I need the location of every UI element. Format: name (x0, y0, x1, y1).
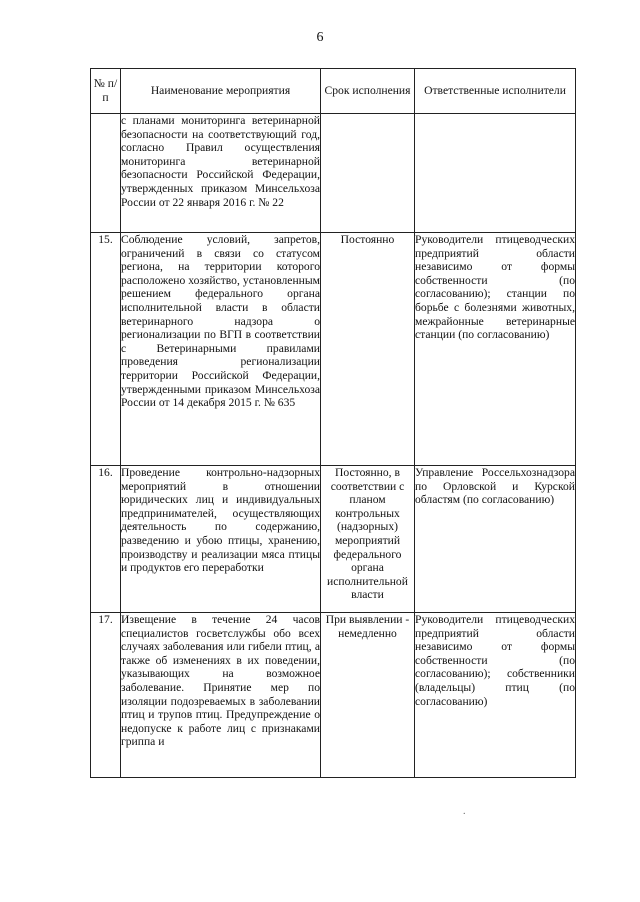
header-deadline: Срок исполнения (321, 69, 415, 114)
table-header-row (91, 69, 576, 114)
deadline-cell: При выявлении - немедленно (321, 613, 415, 778)
row-number-cell: 16. (91, 466, 121, 613)
header-responsible: Ответственные исполнители (415, 69, 576, 114)
measure-name-cell: Извещение в течение 24 часов специалистов госветслужбы обо всех случаях заболевания или гибели птиц, а также об изменениях в их поведении, указывающих на возможное заболевание. Принятие мер по изоляции подозреваемых в заболевании птиц и трупов птиц. Предупреждение о недопуске к работе лиц с признаками гриппа и (121, 613, 321, 778)
scan-dot: . (463, 806, 466, 817)
row-number-cell (91, 114, 121, 233)
row-number-cell: 15. (91, 233, 121, 466)
responsible-cell: Руководители птицеводческих предприятий области независимо от формы собственности (по согласованию); станции по борьбе с болезнями животных, межрайонные ветеринарные станции (по согласованию) (415, 233, 576, 466)
row-number-cell: 17. (91, 613, 121, 778)
measure-name-cell: Проведение контрольно-надзорных мероприятий в отношении юридических лиц и индивидуальных предпринимателей, осуществляющих деятельность по содержанию, разведению и убою птицы, хранению, производству и реализации мяса птицы и продуктов его переработки (121, 466, 321, 613)
page-number: 6 (316, 30, 324, 45)
responsible-cell: Руководители птицеводческих предприятий области независимо от формы собственности (по согласованию); собственники (владельцы) птиц (по согласованию) (415, 613, 576, 778)
deadline-cell: Постоянно (321, 233, 415, 466)
measure-name-cell: Соблюдение условий, запретов, ограничений в связи со статусом региона, на территории которого расположено хозяйство, установленным решением федерального органа исполнительной власти в области ветеринарного надзора о регионализации по ВГП в соответствии с Ветеринарными правилами проведения регионализации территории Российской Федерации, утвержденными приказом Минсельхоза России от 14 декабря 2015 г. № 635 (121, 233, 321, 466)
responsible-cell (415, 114, 576, 233)
table-row-continuation (91, 114, 576, 233)
table-row (91, 466, 576, 613)
table-row (91, 613, 576, 778)
responsible-cell: Управление Россельхознадзора по Орловской и Курской областям (по согласованию) (415, 466, 576, 613)
deadline-cell: Постоянно, в соответствии с планом контрольных (надзорных) мероприятий федерального органа исполнительной власти (321, 466, 415, 613)
measure-name-cell: с планами мониторинга ветеринарной безопасности на соответствующий год, согласно Правил осуществления мониторинга ветеринарной безопасности Российской Федерации, утвержденных приказом Минсельхоза России от 22 января 2016 г. № 22 (121, 114, 321, 233)
table-row (91, 233, 576, 466)
header-number: № п/п (91, 69, 121, 114)
measures-table (90, 68, 576, 778)
deadline-cell (321, 114, 415, 233)
header-measure-name: Наименование мероприятия (121, 69, 321, 114)
